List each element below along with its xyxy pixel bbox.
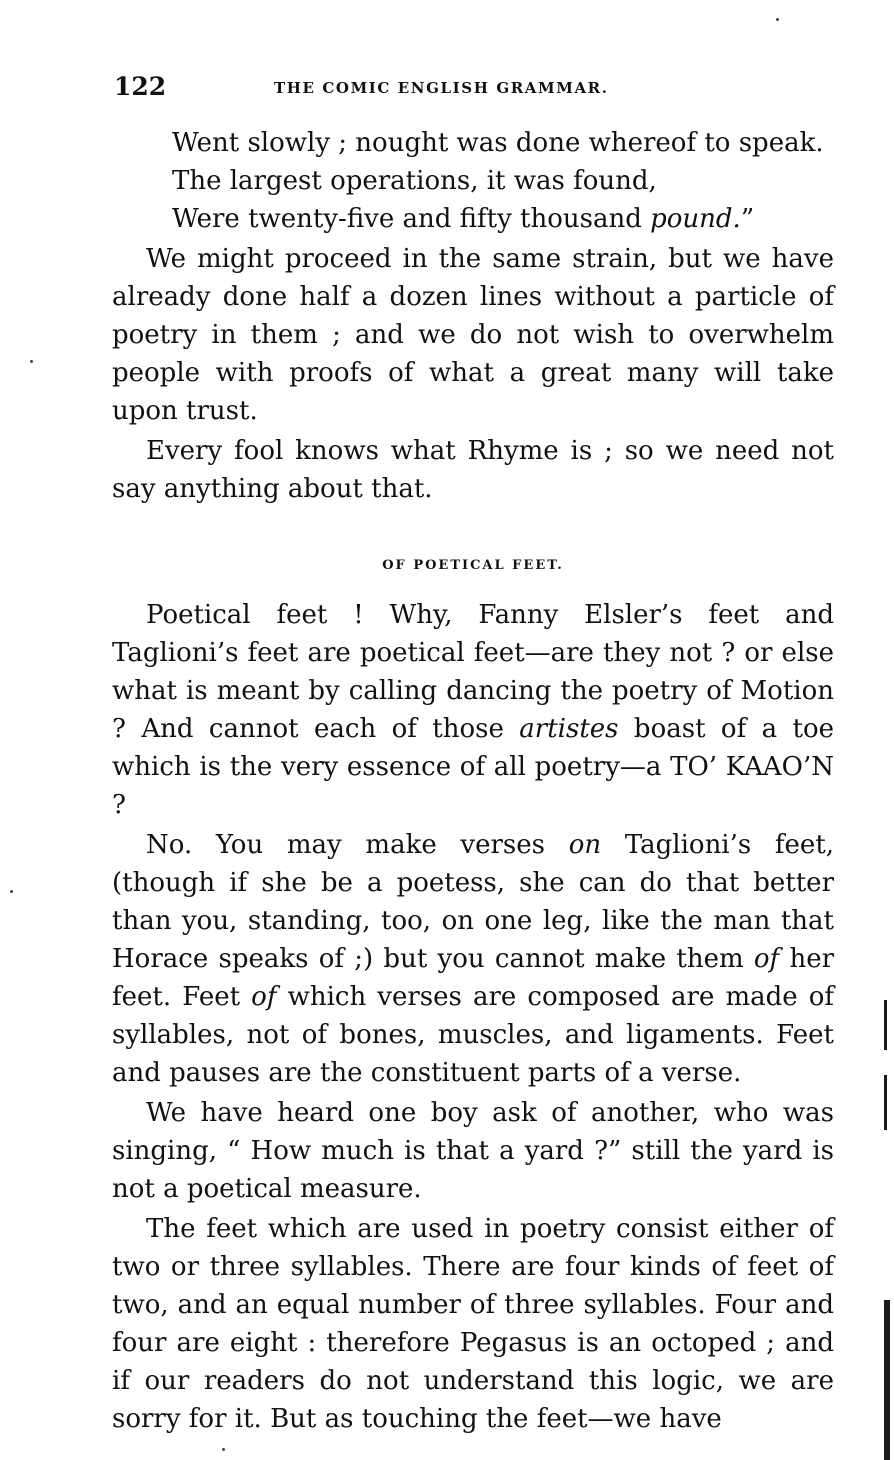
body-text xyxy=(112,124,834,1438)
section-heading: OF POETICAL FEET. xyxy=(382,558,564,573)
verse-line-3 xyxy=(112,200,834,238)
scan-edge-mark-1 xyxy=(884,1000,887,1050)
running-title: THE COMIC ENGLISH GRAMMAR. xyxy=(274,79,609,97)
paragraph-4-part-c: Taglioni’s feet, (though if she be a poetess, she can do that better than you, standing, too, on one leg, like the man that Horace speaks of ;) but you cannot make them xyxy=(112,830,835,974)
paragraph-4-part-g: which verses are composed are made of syllables, not of bones, muscles, and ligaments. Feet and pauses are the constituent parts of a verse. xyxy=(112,982,835,1088)
verse-line-2: The largest operations, it was found, xyxy=(172,166,657,196)
scan-speck-1 xyxy=(776,18,779,21)
running-head xyxy=(114,72,834,106)
paragraph-4-part-e: her feet. Feet xyxy=(112,944,835,1012)
paragraph-3 xyxy=(112,596,834,824)
verse-italic-word: pound. xyxy=(650,204,741,234)
paragraph-4-italic-on: on xyxy=(568,830,602,860)
paragraph-3-italic: artistes xyxy=(519,714,619,744)
paragraph-4 xyxy=(112,826,834,1092)
verse-line-3-text: Were twenty-five and fifty thousand xyxy=(172,204,642,234)
paragraph-5: We have heard one boy ask of another, who was singing, “ How much is that a yard ?” still the yard is not a poetical measure. xyxy=(112,1098,834,1204)
paragraph-3-part-c: boast of a toe which is the very essence of all poetry—a TO’ KAAO’N ? xyxy=(112,714,835,820)
scan-edge-mark-3 xyxy=(884,1300,890,1460)
paragraph-4-italic-of-1: of xyxy=(753,944,780,974)
paragraph-6: The feet which are used in poetry consist either of two or three syllables. There are four kinds of feet of two, and an equal number of three syllables. Four and four are eight : therefore Pegasus is an octoped ; and if our readers do not understand this logic, we are sorry for it. But as touching the feet—we have xyxy=(112,1214,834,1434)
scan-edge-mark-2 xyxy=(884,1075,887,1130)
scan-speck-2 xyxy=(10,890,13,893)
scan-speck-4 xyxy=(30,360,33,363)
scan-speck-3 xyxy=(222,1448,225,1451)
paragraph-4-part-a: No. You may make verses xyxy=(146,830,545,860)
paragraph-2: Every fool knows what Rhyme is ; so we need not say anything about that. xyxy=(112,436,834,504)
paragraph-4-italic-of-2: of xyxy=(251,982,277,1012)
verse-line-1: Went slowly ; nought was done whereof to speak. xyxy=(172,128,824,158)
verse-close-quote: ” xyxy=(740,204,755,234)
paragraph-1: We might proceed in the same strain, but we have already done half a dozen lines without a particle of poetry in them ; and we do not wish to overwhelm people with proofs of what a great many will take upon trust. xyxy=(112,244,834,426)
paragraph-3-part-a: Poetical feet ! Why, Fanny Elsler’s feet and Taglioni’s feet are poetical feet—are they not ? or else what is meant by calling dancing the poetry of Motion ? And cannot each of those xyxy=(112,600,834,744)
page-number: 122 xyxy=(114,72,167,101)
